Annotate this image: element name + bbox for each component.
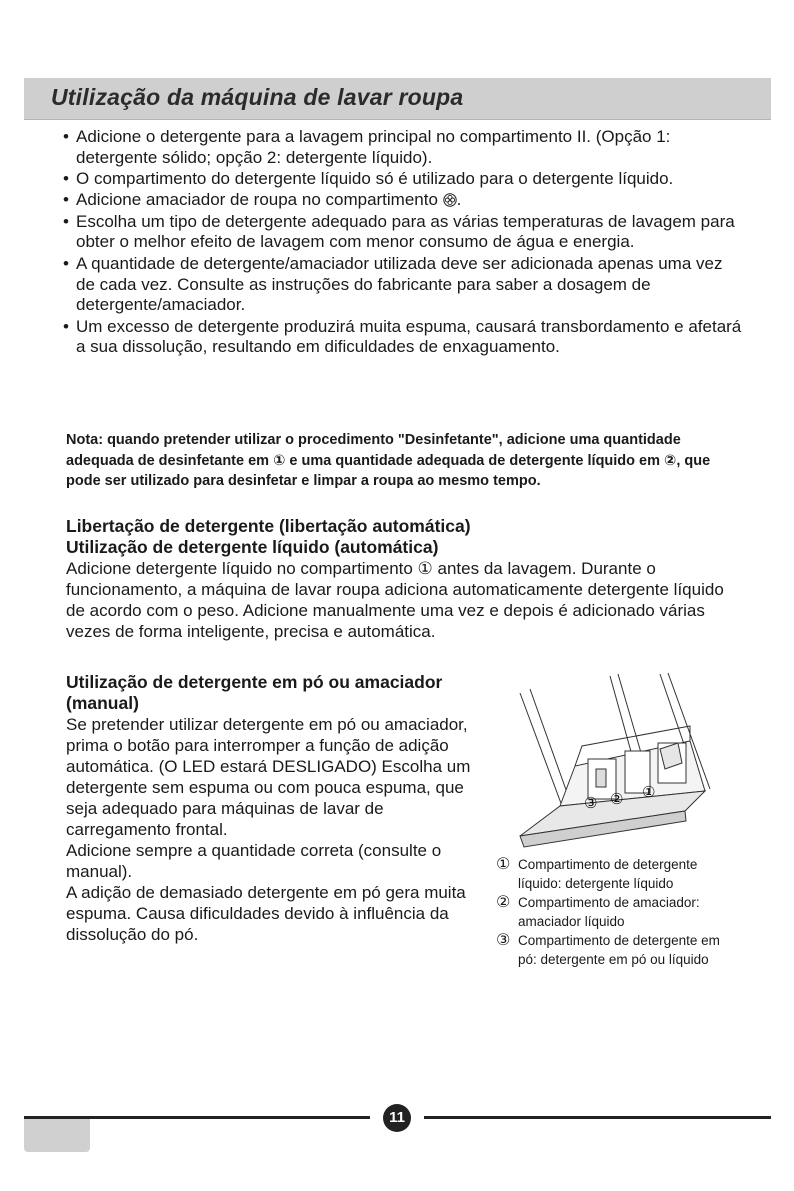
legend-text: Compartimento de detergente em pó: detergente em pó ou líquido	[518, 933, 720, 967]
section-body: Adicione sempre a quantidade correta (consulte o manual).	[66, 841, 442, 881]
section-body: Adicione detergente líquido no compartimento ① antes da lavagem. Durante o funcionamento, a máquina de lavar roupa adiciona automaticamente detergente líquido de acordo com o peso. Adicione manualmente uma vez e depois é adicionado várias vezes de forma inteligente, precisa e automática.	[66, 559, 724, 641]
legend-item	[496, 894, 736, 931]
legend-item	[496, 932, 736, 969]
legend-item	[496, 856, 736, 893]
title-band	[24, 78, 771, 120]
footer-rule	[424, 1116, 771, 1119]
section-body: Se pretender utilizar detergente em pó ou amaciador, prima o botão para interromper a função de adição automática. (O LED estará DESLIGADO) Escolha um detergente sem espuma ou com pouca espuma, que seja adequado para máquinas de lavar de carregamento frontal.	[66, 715, 471, 839]
section-body: A adição de demasiado detergente em pó gera muita espuma. Causa dificuldades devido à influência da dissolução do pó.	[66, 883, 466, 944]
page-title: Utilização da máquina de lavar roupa	[51, 84, 464, 110]
diagram-legend	[496, 856, 736, 970]
legend-number: ③	[496, 932, 511, 949]
detergent-drawer-diagram	[500, 671, 720, 851]
softener-flower-icon	[443, 193, 457, 207]
section-automatic	[66, 516, 746, 642]
legend-number: ②	[496, 894, 511, 911]
list-item: • O compartimento do detergente líquido só é utilizado para o detergente líquido.	[63, 169, 743, 190]
list-item: • Um excesso de detergente produzirá muita espuma, causará transbordamento e afetará a sua dissolução, resultando em dificuldades de enxaguamento.	[63, 317, 743, 359]
legend-number: ①	[496, 856, 511, 873]
diagram-label: ③	[584, 794, 598, 812]
section-heading: Libertação de detergente (libertação automática)	[66, 516, 471, 536]
legend-text: Compartimento de amaciador: amaciador líquido	[518, 895, 700, 929]
list-item: • Adicione o detergente para a lavagem principal no compartimento II. (Opção 1: detergente sólido; opção 2: detergente líquido).	[63, 127, 743, 169]
diagram-label: ②	[610, 790, 624, 808]
list-item-text: Adicione amaciador de roupa no compartimento	[76, 190, 438, 210]
section-heading: Utilização de detergente em pó ou amaciador (manual)	[66, 672, 443, 713]
list-item: • Escolha um tipo de detergente adequado para as várias temperaturas de lavagem para obter o melhor efeito de lavagem com menor consumo de água e energia.	[63, 212, 743, 254]
diagram-label: ①	[642, 783, 656, 801]
note-paragraph: Nota: quando pretender utilizar o procedimento "Desinfetante", adicione uma quantidade adequada de desinfetante em ① e uma quantidade adequada de detergente líquido em ②, que pode ser utilizado para desinfetar e limpar a roupa ao mesmo tempo.	[66, 432, 711, 489]
legend-text: Compartimento de detergente líquido: detergente líquido	[518, 857, 698, 891]
section-manual	[66, 672, 486, 945]
page-number: 11	[383, 1104, 411, 1132]
bullet-list	[63, 127, 743, 359]
footer-tab	[24, 1119, 90, 1152]
section-subheading: Utilização de detergente líquido (automática)	[66, 537, 439, 557]
list-item: • A quantidade de detergente/amaciador utilizada deve ser adicionada apenas uma vez de cada vez. Consulte as instruções do fabricante para saber a dosagem de detergente/amaciador.	[63, 254, 743, 316]
list-item: • Adicione amaciador de roupa no compartimento .	[63, 190, 743, 211]
